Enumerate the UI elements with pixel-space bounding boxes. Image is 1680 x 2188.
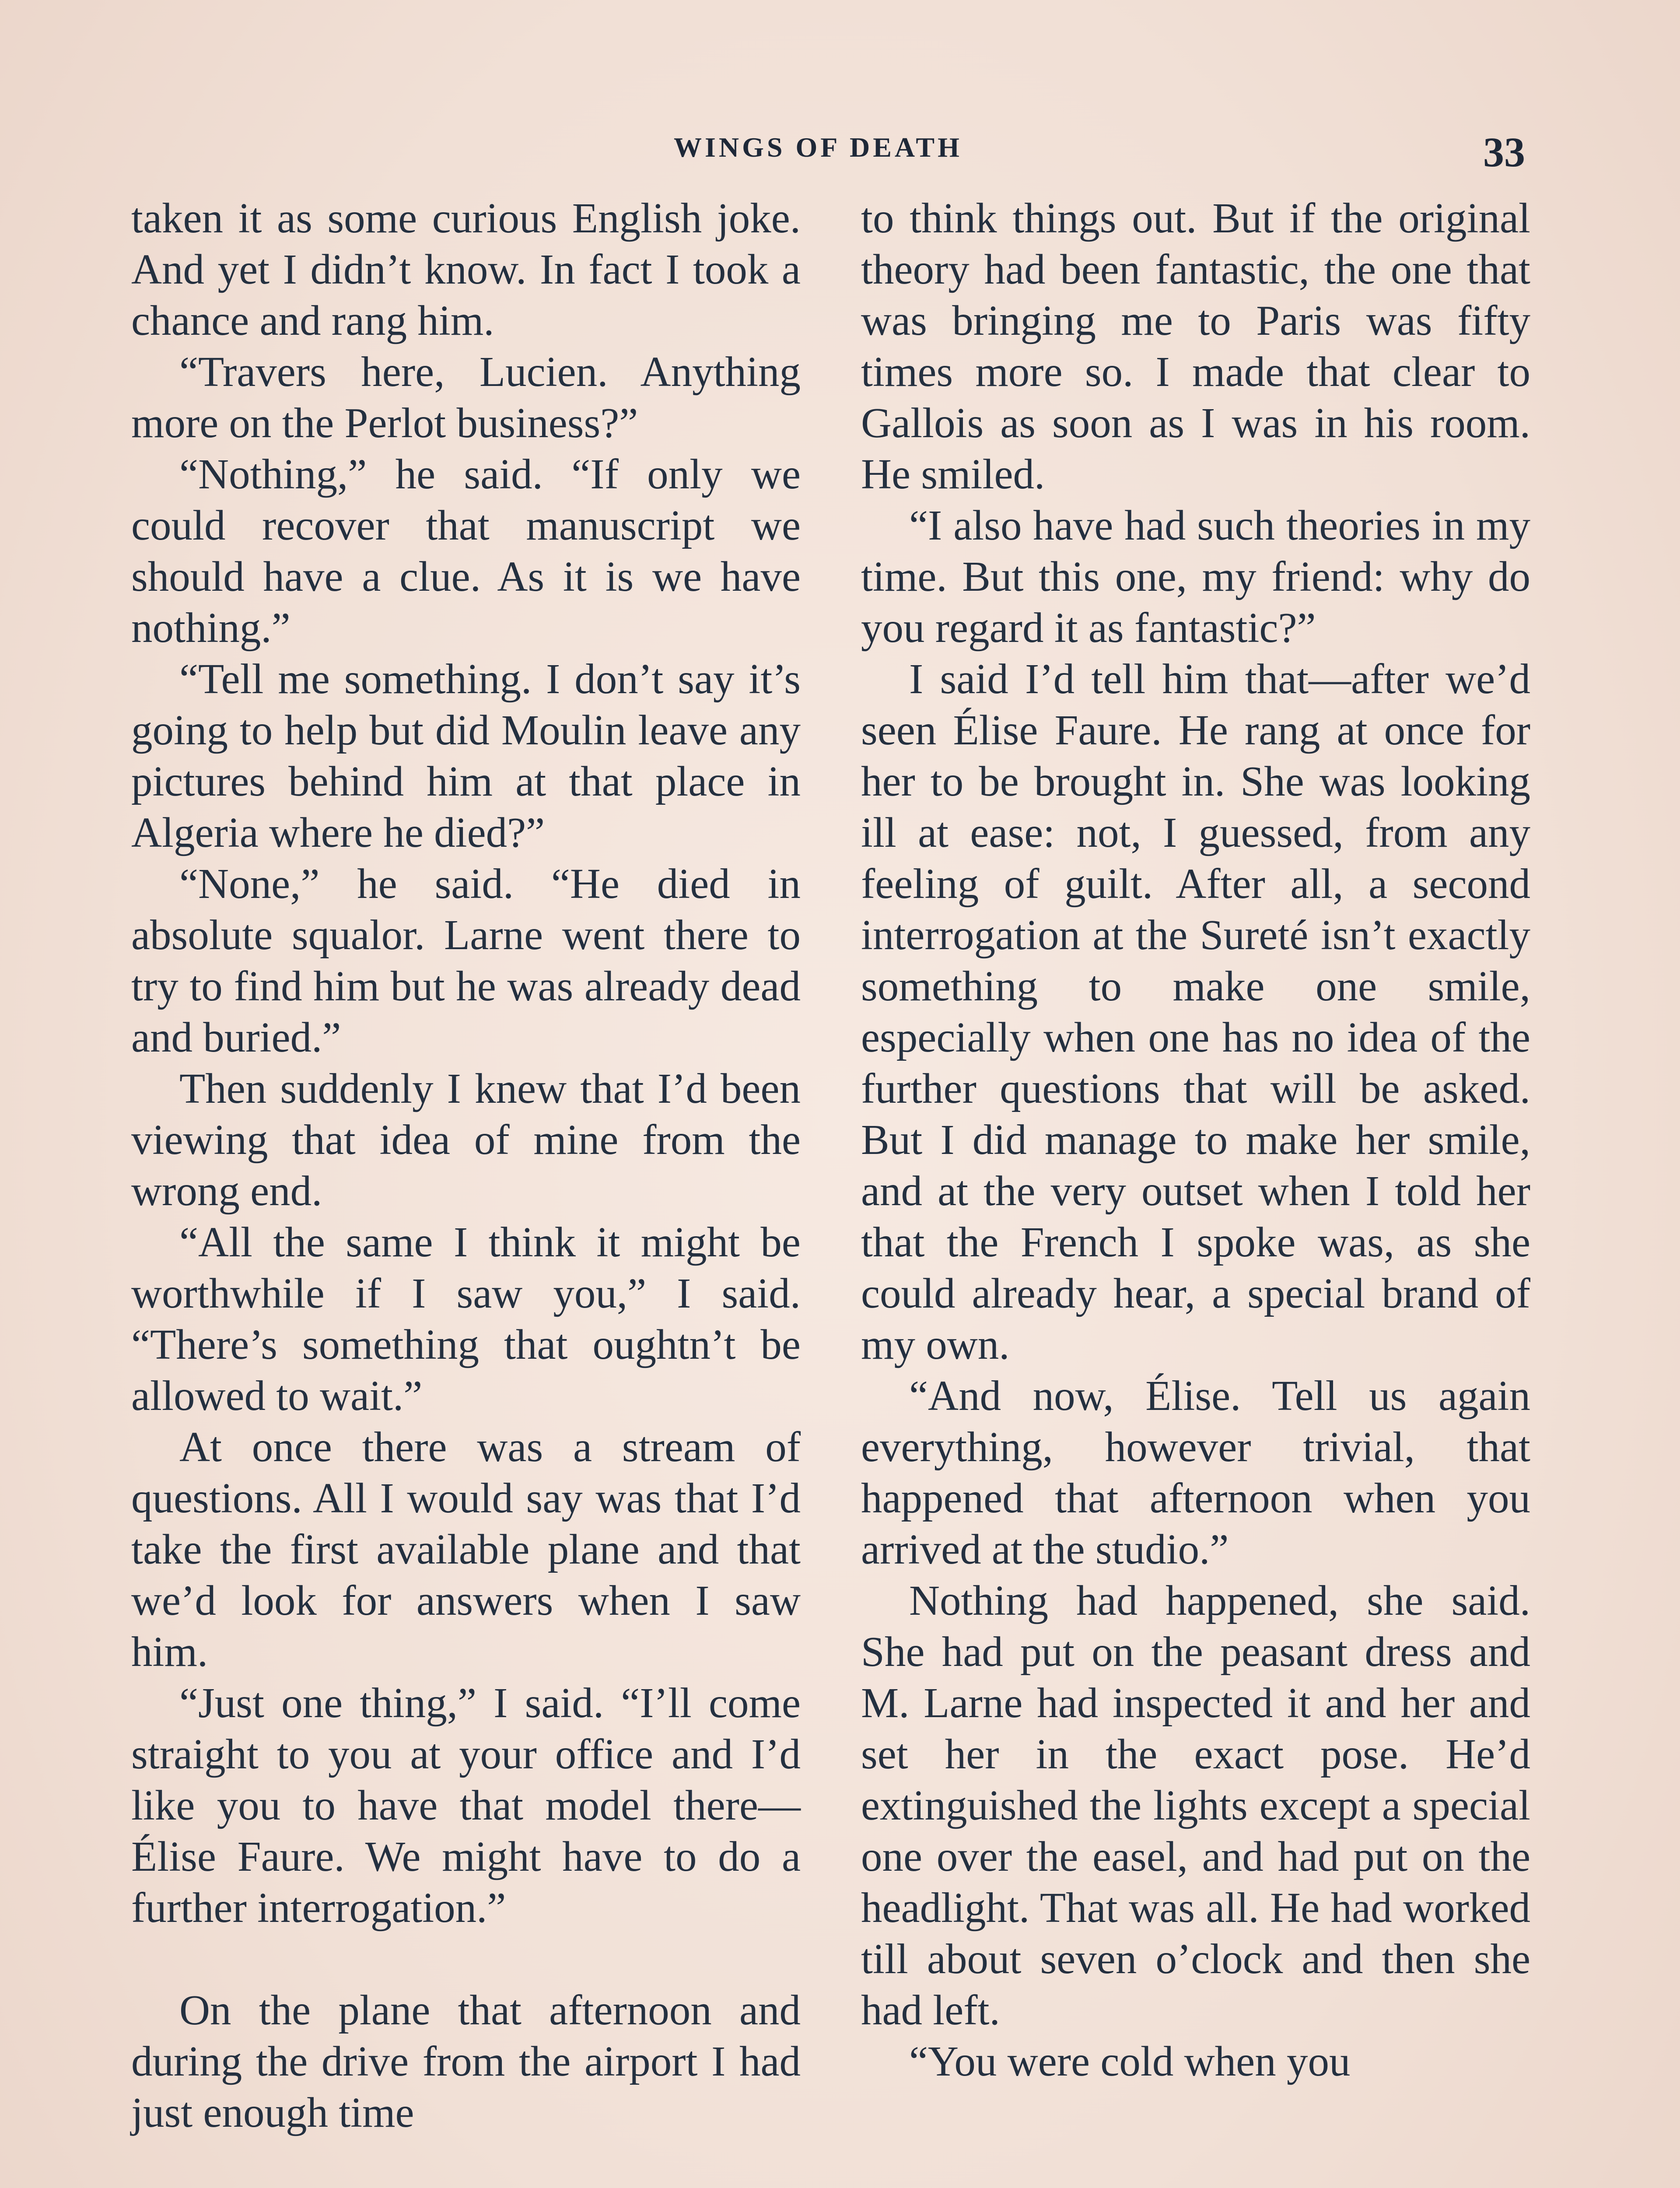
paragraph: taken it as some curious English joke. And yet I didn’t know. In fact I took a chance and rang him. (131, 195, 801, 344)
paragraph: “None,” he said. “He died in absolute squalor. Larne went there to try to find him but he was already dead and buried.” (131, 860, 801, 1061)
paragraph: to think things out. But if the original theory had been fantastic, the one that was bringing me to Paris was fifty times more so. I made that clear to Gallois as soon as I was in his room. He smiled. (861, 195, 1530, 498)
left-column (131, 193, 801, 2138)
paragraph: “Tell me something. I don’t say it’s going to help but did Moulin leave any pictures behind him at that place in Algeria where he died?” (131, 656, 801, 856)
paragraph: “Nothing,” he said. “If only we could recover that manuscript we should have a clue. As it is we have nothing.” (131, 451, 801, 651)
paragraph: Nothing had happened, she said. She had put on the peasant dress and M. Larne had inspected it and her and set her in the exact pose. He’d extinguished the lights except a special one over the easel, and had put on the headlight. That was all. He had worked till about seven o’clock and then she had left. (861, 1577, 1530, 2034)
page-number: 33 (1483, 129, 1525, 175)
paragraph: I said I’d tell him that—after we’d seen Élise Faure. He rang at once for her to be brought in. She was looking ill at ease: not, I guessed, from any feeling of guilt. After all, a second interrogation at the Sureté isn’t exactly something to make one smile, especially when one has no idea of the further questions that will be asked. But I did manage to make her smile, and at the very outset when I told her that the French I spoke was, as she could already hear, a special brand of my own. (861, 656, 1530, 1368)
right-column (861, 193, 1530, 2087)
paragraph: “I also have had such theories in my time. But this one, my friend: why do you regard it as fantastic?” (861, 502, 1530, 651)
paragraph: “And now, Élise. Tell us again everything, however trivial, that happened that afternoon when you arrived at the studio.” (861, 1372, 1530, 1573)
paragraph: “Just one thing,” I said. “I’ll come straight to you at your office and I’d like you to have that model there—Élise Faure. We might have to do a further interrogation.” (131, 1680, 801, 1931)
paragraph: On the plane that afternoon and during the drive from the airport I had just enough time (131, 1987, 801, 2136)
paragraph: At once there was a stream of questions. All I would say was that I’d take the first available plane and that we’d look for answers when I saw him. (131, 1424, 801, 1675)
paragraph: “You were cold when you (909, 2038, 1351, 2085)
paragraph: “All the same I think it might be worthwhile if I saw you,” I said. “There’s something that oughtn’t be allowed to wait.” (131, 1219, 801, 1419)
paragraph: Then suddenly I knew that I’d been viewing that idea of mine from the wrong end. (131, 1065, 801, 1214)
running-head: WINGS OF DEATH (674, 132, 962, 163)
paragraph: “Travers here, Lucien. Anything more on the Perlot business?” (131, 348, 801, 446)
